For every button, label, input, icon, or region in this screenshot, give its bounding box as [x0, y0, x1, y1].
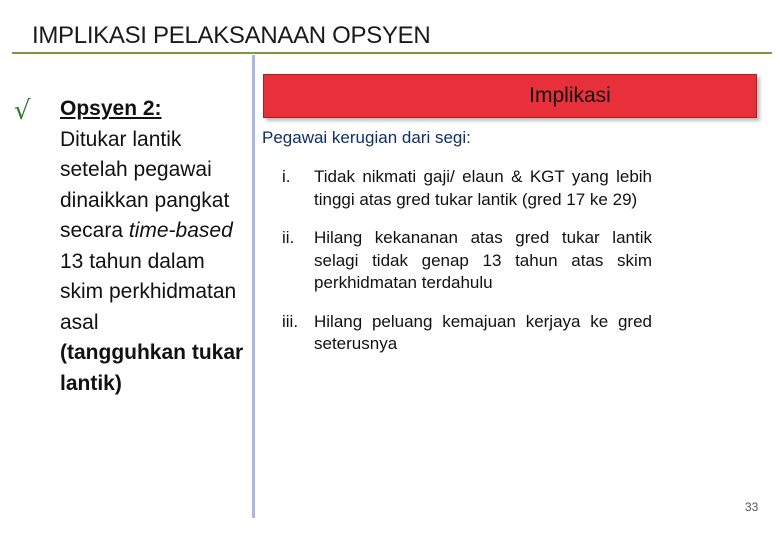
check-icon: √	[14, 96, 31, 126]
item-text: Hilang kekananan atas gred tukar lantik selagi tidak genap 13 tahun atas skim perkhidmatan terdahulu	[314, 228, 652, 292]
deferral-note: (tangguhkan tukar lantik)	[60, 341, 244, 395]
page-number: 33	[745, 500, 759, 514]
item-number: i.	[282, 167, 291, 186]
left-column-text	[60, 94, 250, 399]
list-item	[282, 311, 652, 356]
italic-term: time-based	[128, 219, 233, 242]
implikasi-label: Implikasi	[529, 84, 611, 107]
item-number: iii.	[282, 311, 299, 331]
item-text: Hilang peluang kemajuan kerjaya ke gred seterusnya	[314, 311, 652, 353]
implikasi-box	[263, 74, 757, 118]
list-item	[282, 227, 652, 295]
option-heading: Opsyen 2:	[60, 97, 162, 120]
option-description-cont: 13 tahun dalam skim perkhidmatan asal	[60, 249, 237, 334]
title-underline	[12, 52, 772, 54]
implication-list	[282, 166, 652, 372]
list-item	[282, 166, 652, 211]
item-text: Tidak nikmati gaji/ elaun & KGT yang lebih tinggi atas gred tukar lantik (gred 17 ke 29)	[314, 167, 652, 209]
item-number: ii.	[282, 228, 295, 247]
option-description: Ditukar lantik setelah pegawai dinaikkan pangkat secara	[60, 127, 230, 242]
column-divider	[252, 55, 255, 518]
implication-intro: Pegawai kerugian dari segi:	[262, 128, 471, 147]
slide-title: IMPLIKASI PELAKSANAAN OPSYEN	[32, 22, 431, 49]
